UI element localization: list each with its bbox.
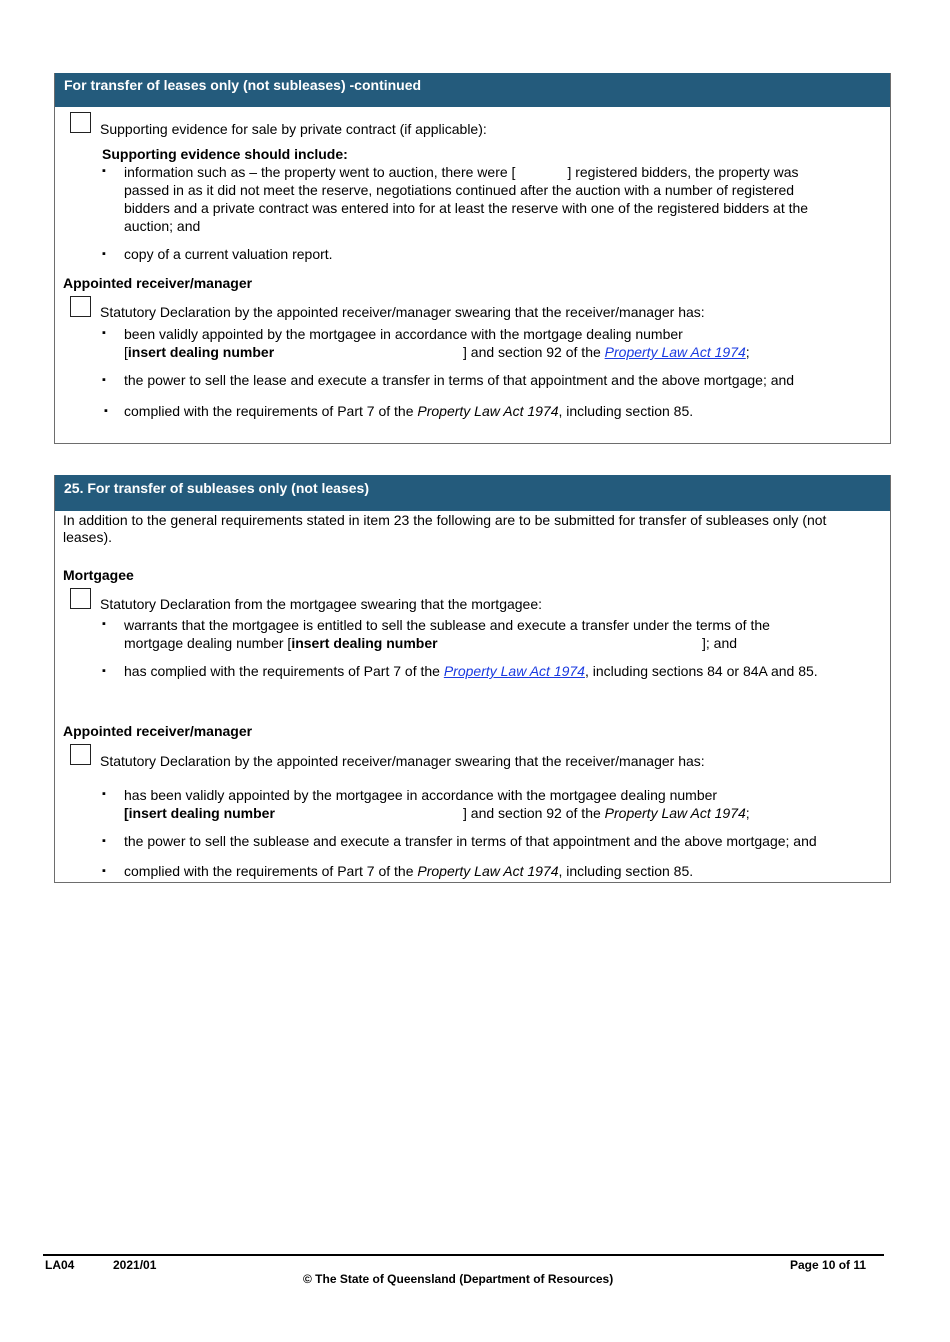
receiver-label: Statutory Declaration by the appointed receiver/manager swearing that the receiver/manager has: xyxy=(100,304,705,320)
bullet-icon: ▪ xyxy=(102,248,106,260)
mortgagee-heading: Mortgagee xyxy=(63,567,134,583)
section-header xyxy=(55,73,890,107)
bullet-power-to-sell: the power to sell the lease and execute a transfer in terms of that appointment and the above mortgage; and xyxy=(124,372,795,388)
bullet-icon: ▪ xyxy=(102,665,106,677)
property-law-act-link[interactable]: Property Law Act 1974 xyxy=(604,344,746,360)
bullet-power-to-sell: the power to sell the sublease and execute a transfer in terms of that appointment and the above mortgage; and xyxy=(124,833,817,849)
receiver-heading: Appointed receiver/manager xyxy=(63,275,253,291)
insert-dealing-number-placeholder[interactable]: insert dealing number xyxy=(127,344,275,360)
form-version: 2021/01 xyxy=(113,1258,157,1272)
mortgagee-label: Statutory Declaration from the mortgagee swearing that the mortgagee: xyxy=(100,596,543,612)
sublease-intro: In addition to the general requirements stated in item 23 the following are to be submitted for transfer of subleases only (not leases). xyxy=(63,512,827,545)
supporting-evidence-heading: Supporting evidence should include: xyxy=(102,146,348,162)
property-law-act-link[interactable]: Property Law Act 1974 xyxy=(443,663,585,679)
private-contract-checkbox[interactable] xyxy=(70,112,91,133)
bullet-complied-part7: complied with the requirements of Part 7 of the Property Law Act 1974, including section 85. xyxy=(124,403,694,419)
bullet-icon: ▪ xyxy=(102,835,106,847)
bullet-icon: ▪ xyxy=(102,618,106,630)
bullet-icon: ▪ xyxy=(104,405,108,417)
receiver-checkbox[interactable] xyxy=(70,296,91,317)
page-number: Page 10 of 11 xyxy=(790,1258,867,1272)
bullet-complied-84: has complied with the requirements of Part 7 of the Property Law Act 1974, including sections 84 or 84A and 85. xyxy=(124,663,818,679)
receiver-label: Statutory Declaration by the appointed receiver/manager swearing that the receiver/manager has: xyxy=(100,753,705,769)
section-header xyxy=(55,475,890,511)
bullet-validly-appointed: been validly appointed by the mortgagee in accordance with the mortgage dealing number [insert dealing number ] and section 92 of the Property Law Act 1974; xyxy=(124,326,750,360)
bullet-auction-info: information such as – the property went to auction, there were [ ] registered bidders, the property was passed in as it did not meet the reserve, negotiations continued after the auction with a number of registered bidders and a private contract was entered into for at least the reserve with one of the registered bidders at the auction; and xyxy=(124,164,809,234)
section-title: For transfer of leases only (not subleases) -continued xyxy=(64,77,422,93)
bullet-icon: ▪ xyxy=(102,327,106,339)
bullet-icon: ▪ xyxy=(102,865,106,877)
bullet-complied-part7: complied with the requirements of Part 7 of the Property Law Act 1974, including section 85. xyxy=(124,863,694,879)
mortgagee-checkbox[interactable] xyxy=(70,588,91,609)
bullet-warrants: warrants that the mortgagee is entitled to sell the sublease and execute a transfer under the terms of the mortgage dealing number [insert dealing number ]; and xyxy=(124,617,770,651)
bullet-icon: ▪ xyxy=(102,374,106,386)
bullet-icon: ▪ xyxy=(102,788,106,800)
bullet-validly-appointed: has been validly appointed by the mortgagee in accordance with the mortgagee dealing number [insert dealing number ] and section 92 of the Property Law Act 1974; xyxy=(124,787,750,821)
receiver-heading: Appointed receiver/manager xyxy=(63,723,253,739)
insert-dealing-number-placeholder[interactable]: [insert dealing number xyxy=(124,805,275,821)
receiver-checkbox[interactable] xyxy=(70,744,91,765)
form-code: LA04 xyxy=(45,1258,75,1272)
copyright: © The State of Queensland (Department of Resources) xyxy=(303,1272,614,1286)
bullet-valuation-report: copy of a current valuation report. xyxy=(124,246,333,262)
private-contract-label: Supporting evidence for sale by private contract (if applicable): xyxy=(100,121,487,137)
footer-rule xyxy=(43,1254,884,1256)
bullet-icon: ▪ xyxy=(102,165,106,177)
insert-dealing-number-placeholder[interactable]: insert dealing number xyxy=(291,635,438,651)
section-title: 25. For transfer of subleases only (not leases) xyxy=(64,480,369,496)
